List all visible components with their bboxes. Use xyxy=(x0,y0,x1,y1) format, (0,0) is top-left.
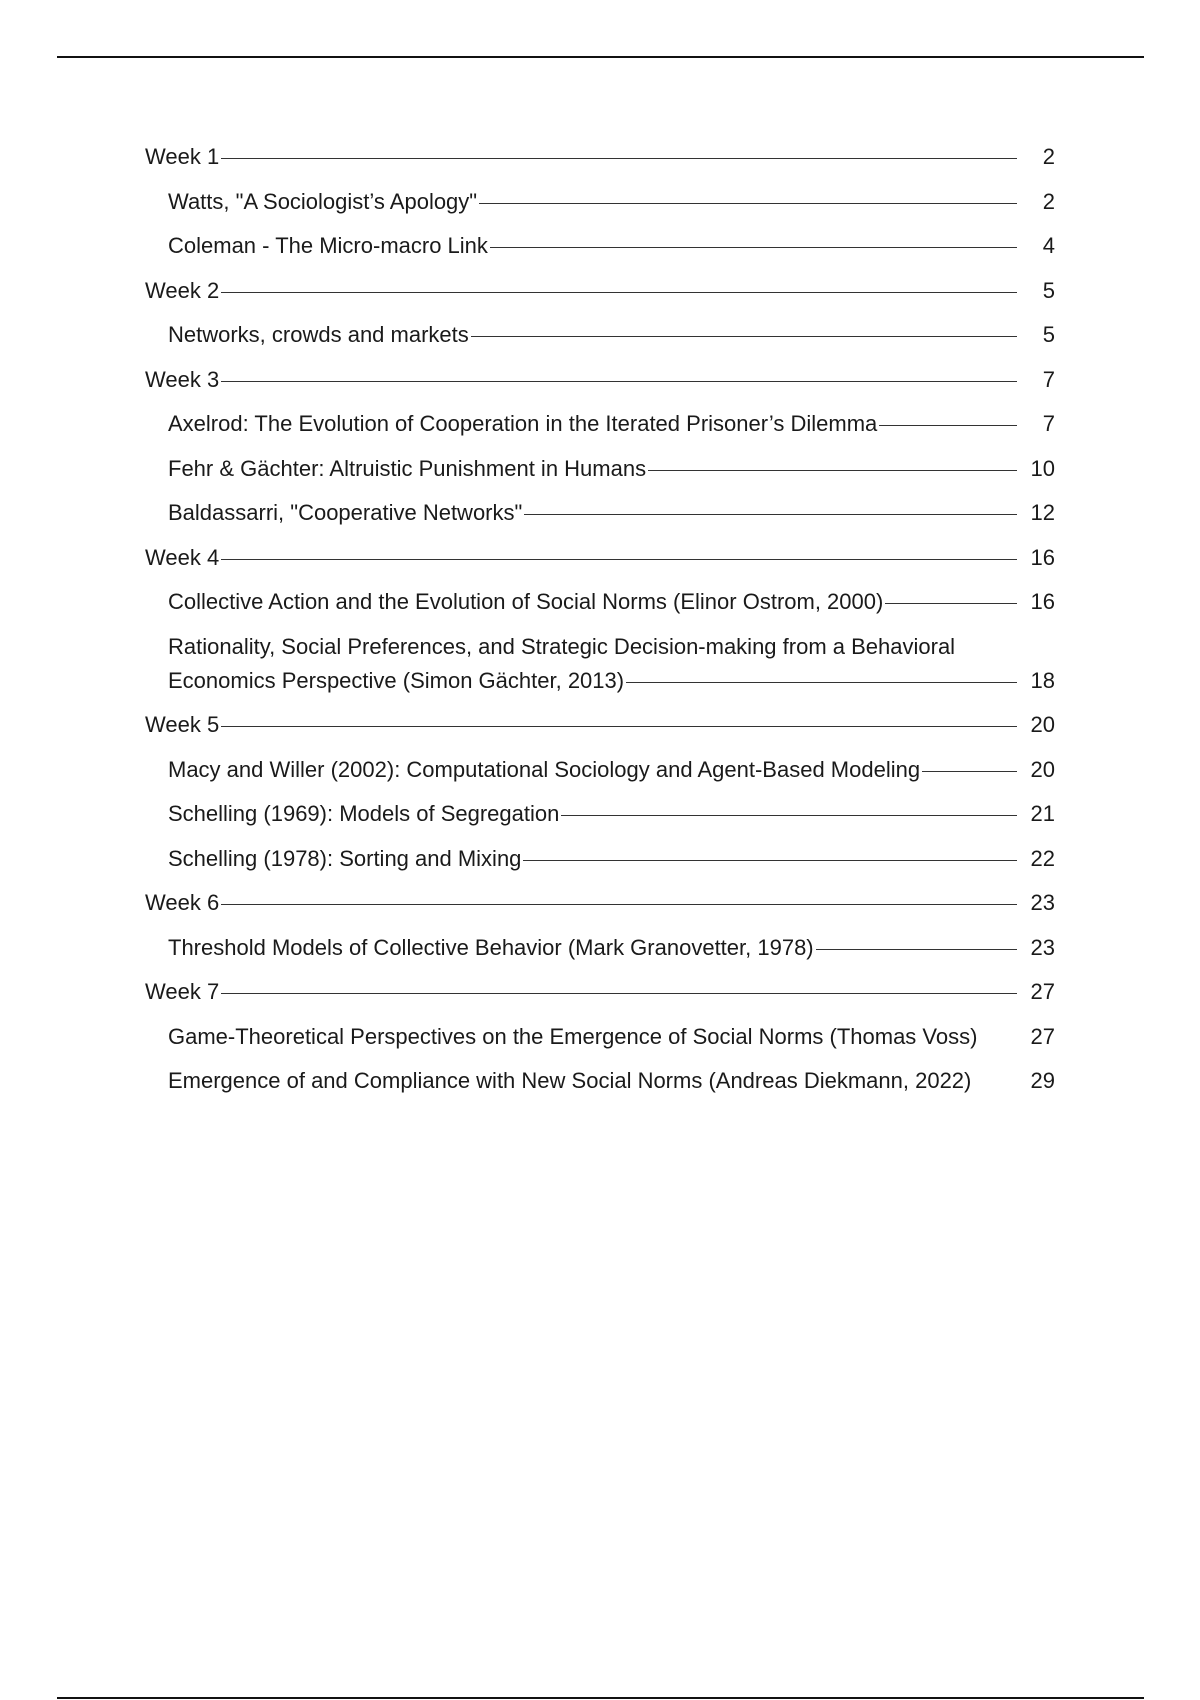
toc-leader xyxy=(490,247,1017,248)
toc-leader xyxy=(523,860,1017,861)
toc-entry-page: 7 xyxy=(1042,366,1055,392)
header-rule xyxy=(57,56,1144,58)
toc-entry-title: Axelrod: The Evolution of Cooperation in the Iterated Prisoner’s Dilemma xyxy=(168,411,878,436)
toc-entry-title: Baldassarri, "Cooperative Networks" xyxy=(168,500,523,525)
toc-entry-title: Networks, crowds and markets xyxy=(168,322,469,347)
toc-entry-title: Threshold Models of Collective Behavior (Mark Granovetter, 1978) xyxy=(168,934,814,960)
toc-entry-title: Watts, "A Sociologist’s Apology" xyxy=(168,188,478,214)
toc-entry-page: 5 xyxy=(1042,277,1055,303)
table-of-contents xyxy=(145,140,1055,1109)
toc-entry-page: 23 xyxy=(1030,934,1055,960)
toc-entry-page: 20 xyxy=(1030,756,1055,782)
toc-entry-baldassarri[interactable] xyxy=(145,496,1055,530)
toc-leader xyxy=(524,514,1017,515)
toc-leader xyxy=(221,726,1017,727)
toc-entry-page: 2 xyxy=(1042,188,1055,214)
toc-leader xyxy=(221,292,1017,293)
toc-entry-title: Emergence of and Compliance with New Social Norms (Andreas Diekmann, 2022) xyxy=(168,1068,972,1093)
toc-leader xyxy=(471,336,1017,337)
toc-entry-page: 27 xyxy=(1030,979,1055,1004)
toc-entry-title: Week 5 xyxy=(145,712,220,737)
toc-entry-title: Week 2 xyxy=(145,277,220,303)
toc-leader xyxy=(479,203,1017,204)
toc-entry-gachter-rationality[interactable] xyxy=(145,630,1055,698)
toc-entry-schelling-1978[interactable] xyxy=(145,842,1055,876)
toc-entry-week-1[interactable] xyxy=(145,140,1055,174)
toc-entry-title: Macy and Willer (2002): Computational Sociology and Agent-Based Modeling xyxy=(168,756,921,782)
toc-entry-page: 4 xyxy=(1042,233,1055,258)
toc-entry-watts[interactable] xyxy=(145,185,1055,219)
toc-leader xyxy=(922,771,1017,772)
toc-leader xyxy=(561,815,1017,816)
toc-entry-week-4[interactable] xyxy=(145,541,1055,575)
toc-leader xyxy=(879,425,1017,426)
toc-entry-fehr-gachter[interactable] xyxy=(145,452,1055,486)
toc-entry-title: Week 3 xyxy=(145,366,220,392)
toc-entry-page: 16 xyxy=(1030,544,1055,570)
footer-rule xyxy=(57,1697,1144,1699)
toc-leader xyxy=(221,904,1017,905)
toc-entry-page: 16 xyxy=(1030,589,1055,614)
toc-entry-page: 12 xyxy=(1030,500,1055,525)
toc-entry-page: 21 xyxy=(1030,801,1055,826)
toc-entry-title: Week 1 xyxy=(145,144,220,169)
toc-entry-page: 5 xyxy=(1042,322,1055,347)
toc-entry-page: 10 xyxy=(1030,455,1055,481)
toc-entry-ostrom[interactable] xyxy=(145,585,1055,619)
toc-entry-page: 18 xyxy=(1030,667,1055,693)
toc-entry-title: Schelling (1969): Models of Segregation xyxy=(168,801,560,826)
toc-entry-page: 7 xyxy=(1042,411,1055,436)
toc-entry-coleman[interactable] xyxy=(145,229,1055,263)
toc-entry-axelrod[interactable] xyxy=(145,407,1055,441)
toc-entry-granovetter[interactable] xyxy=(145,931,1055,965)
toc-entry-title-line-1: Rationality, Social Preferences, and Strategic Decision-making from a Behavioral xyxy=(168,633,956,659)
toc-entry-title: Collective Action and the Evolution of Social Norms (Elinor Ostrom, 2000) xyxy=(168,589,884,614)
toc-entry-diekmann[interactable] xyxy=(145,1064,1055,1098)
toc-entry-page: 22 xyxy=(1030,845,1055,871)
toc-entry-macy-willer[interactable] xyxy=(145,753,1055,787)
toc-leader xyxy=(885,603,1017,604)
toc-entry-week-6[interactable] xyxy=(145,886,1055,920)
toc-entry-title: Week 4 xyxy=(145,544,220,570)
toc-entry-week-5[interactable] xyxy=(145,708,1055,742)
toc-entry-page: 29 xyxy=(1030,1068,1055,1093)
toc-leader xyxy=(221,381,1017,382)
toc-entry-title: Week 7 xyxy=(145,979,220,1004)
toc-entry-title: Game-Theoretical Perspectives on the Emergence of Social Norms (Thomas Voss) xyxy=(168,1023,978,1049)
toc-entry-page: 2 xyxy=(1042,144,1055,169)
toc-entry-voss[interactable] xyxy=(145,1020,1055,1054)
toc-entry-title: Week 6 xyxy=(145,890,220,915)
toc-entry-page: 27 xyxy=(1030,1023,1055,1049)
toc-entry-week-7[interactable] xyxy=(145,975,1055,1009)
toc-entry-schelling-1969[interactable] xyxy=(145,797,1055,831)
toc-leader xyxy=(221,993,1017,994)
toc-entry-page: 20 xyxy=(1030,712,1055,737)
toc-leader xyxy=(648,470,1017,471)
toc-entry-networks[interactable] xyxy=(145,318,1055,352)
toc-leader xyxy=(221,559,1017,560)
toc-entry-week-3[interactable] xyxy=(145,363,1055,397)
toc-leader xyxy=(816,949,1017,950)
toc-entry-title: Fehr & Gächter: Altruistic Punishment in Humans xyxy=(168,455,647,481)
toc-leader xyxy=(626,682,1017,683)
toc-leader xyxy=(221,158,1017,159)
toc-entry-title: Schelling (1978): Sorting and Mixing xyxy=(168,845,522,871)
toc-entry-title: Economics Perspective (Simon Gächter, 2013) xyxy=(168,667,625,693)
toc-entry-title: Coleman - The Micro-macro Link xyxy=(168,233,488,258)
toc-entry-page: 23 xyxy=(1030,890,1055,915)
toc-entry-week-2[interactable] xyxy=(145,274,1055,308)
